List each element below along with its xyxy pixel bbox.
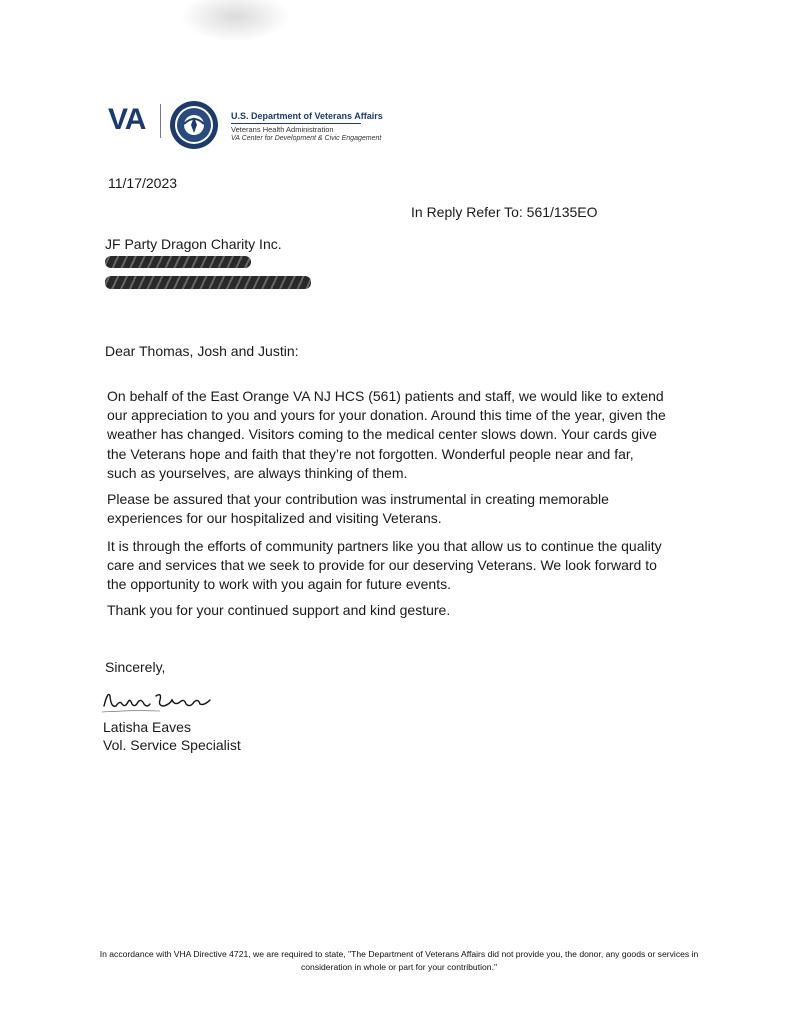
body-paragraph-2: Please be assured that your contribution was instrumental in creating memorable experiences for our hospitalized and visiting Veterans. [107, 491, 609, 527]
salutation: Dear Thomas, Josh and Justin: [105, 343, 299, 359]
redacted-address-line-1 [105, 256, 251, 268]
scan-smudge [180, 0, 290, 42]
va-seal-icon [169, 100, 219, 150]
closing: Sincerely, [105, 659, 166, 675]
department-name: U.S. Department of Veterans Affairs [231, 111, 383, 121]
reference-line: In Reply Refer To: 561/135EO [411, 204, 598, 220]
logo-divider [160, 104, 161, 138]
letterhead-rule [231, 123, 361, 124]
center-name: VA Center for Development & Civic Engagement [231, 134, 382, 142]
administration-name: Veterans Health Administration [231, 125, 334, 135]
body-paragraph-4: Thank you for your continued support and kind gesture. [107, 602, 451, 618]
signer-name: Latisha Eaves [103, 719, 191, 735]
letterhead-org [231, 111, 383, 143]
body-paragraph-3: It is through the efforts of community partners like you that allow us to continue the quality care and services that we seek to provide for our deserving Veterans. We look forward to the opportunity to work with you again for future events. [107, 538, 662, 593]
letter-date: 11/17/2023 [108, 175, 178, 191]
body-paragraph-1: On behalf of the East Orange VA NJ HCS (561) patients and staff, we would like to extend our appreciation to you and yours for your donation. Around this time of the year, given the weather has changed. Visitors coming to the medical center slows down. Your cards give the Veterans hope and faith that they’re not forgotten. Wonderful people near and far, such as yourselves, are always thinking of them. [107, 388, 666, 481]
redacted-address-line-2 [105, 276, 311, 289]
handwritten-signature [100, 686, 220, 716]
va-logo: VA [108, 103, 146, 136]
disclosure-footer: In accordance with VHA Directive 4721, we are required to state, "The Department of Veterans Affairs did not provide you, the donor, any goods or services in consideration in whole or part for your contribution." [99, 949, 699, 972]
signer-title: Vol. Service Specialist [103, 737, 241, 753]
recipient-name: JF Party Dragon Charity Inc. [105, 236, 282, 252]
